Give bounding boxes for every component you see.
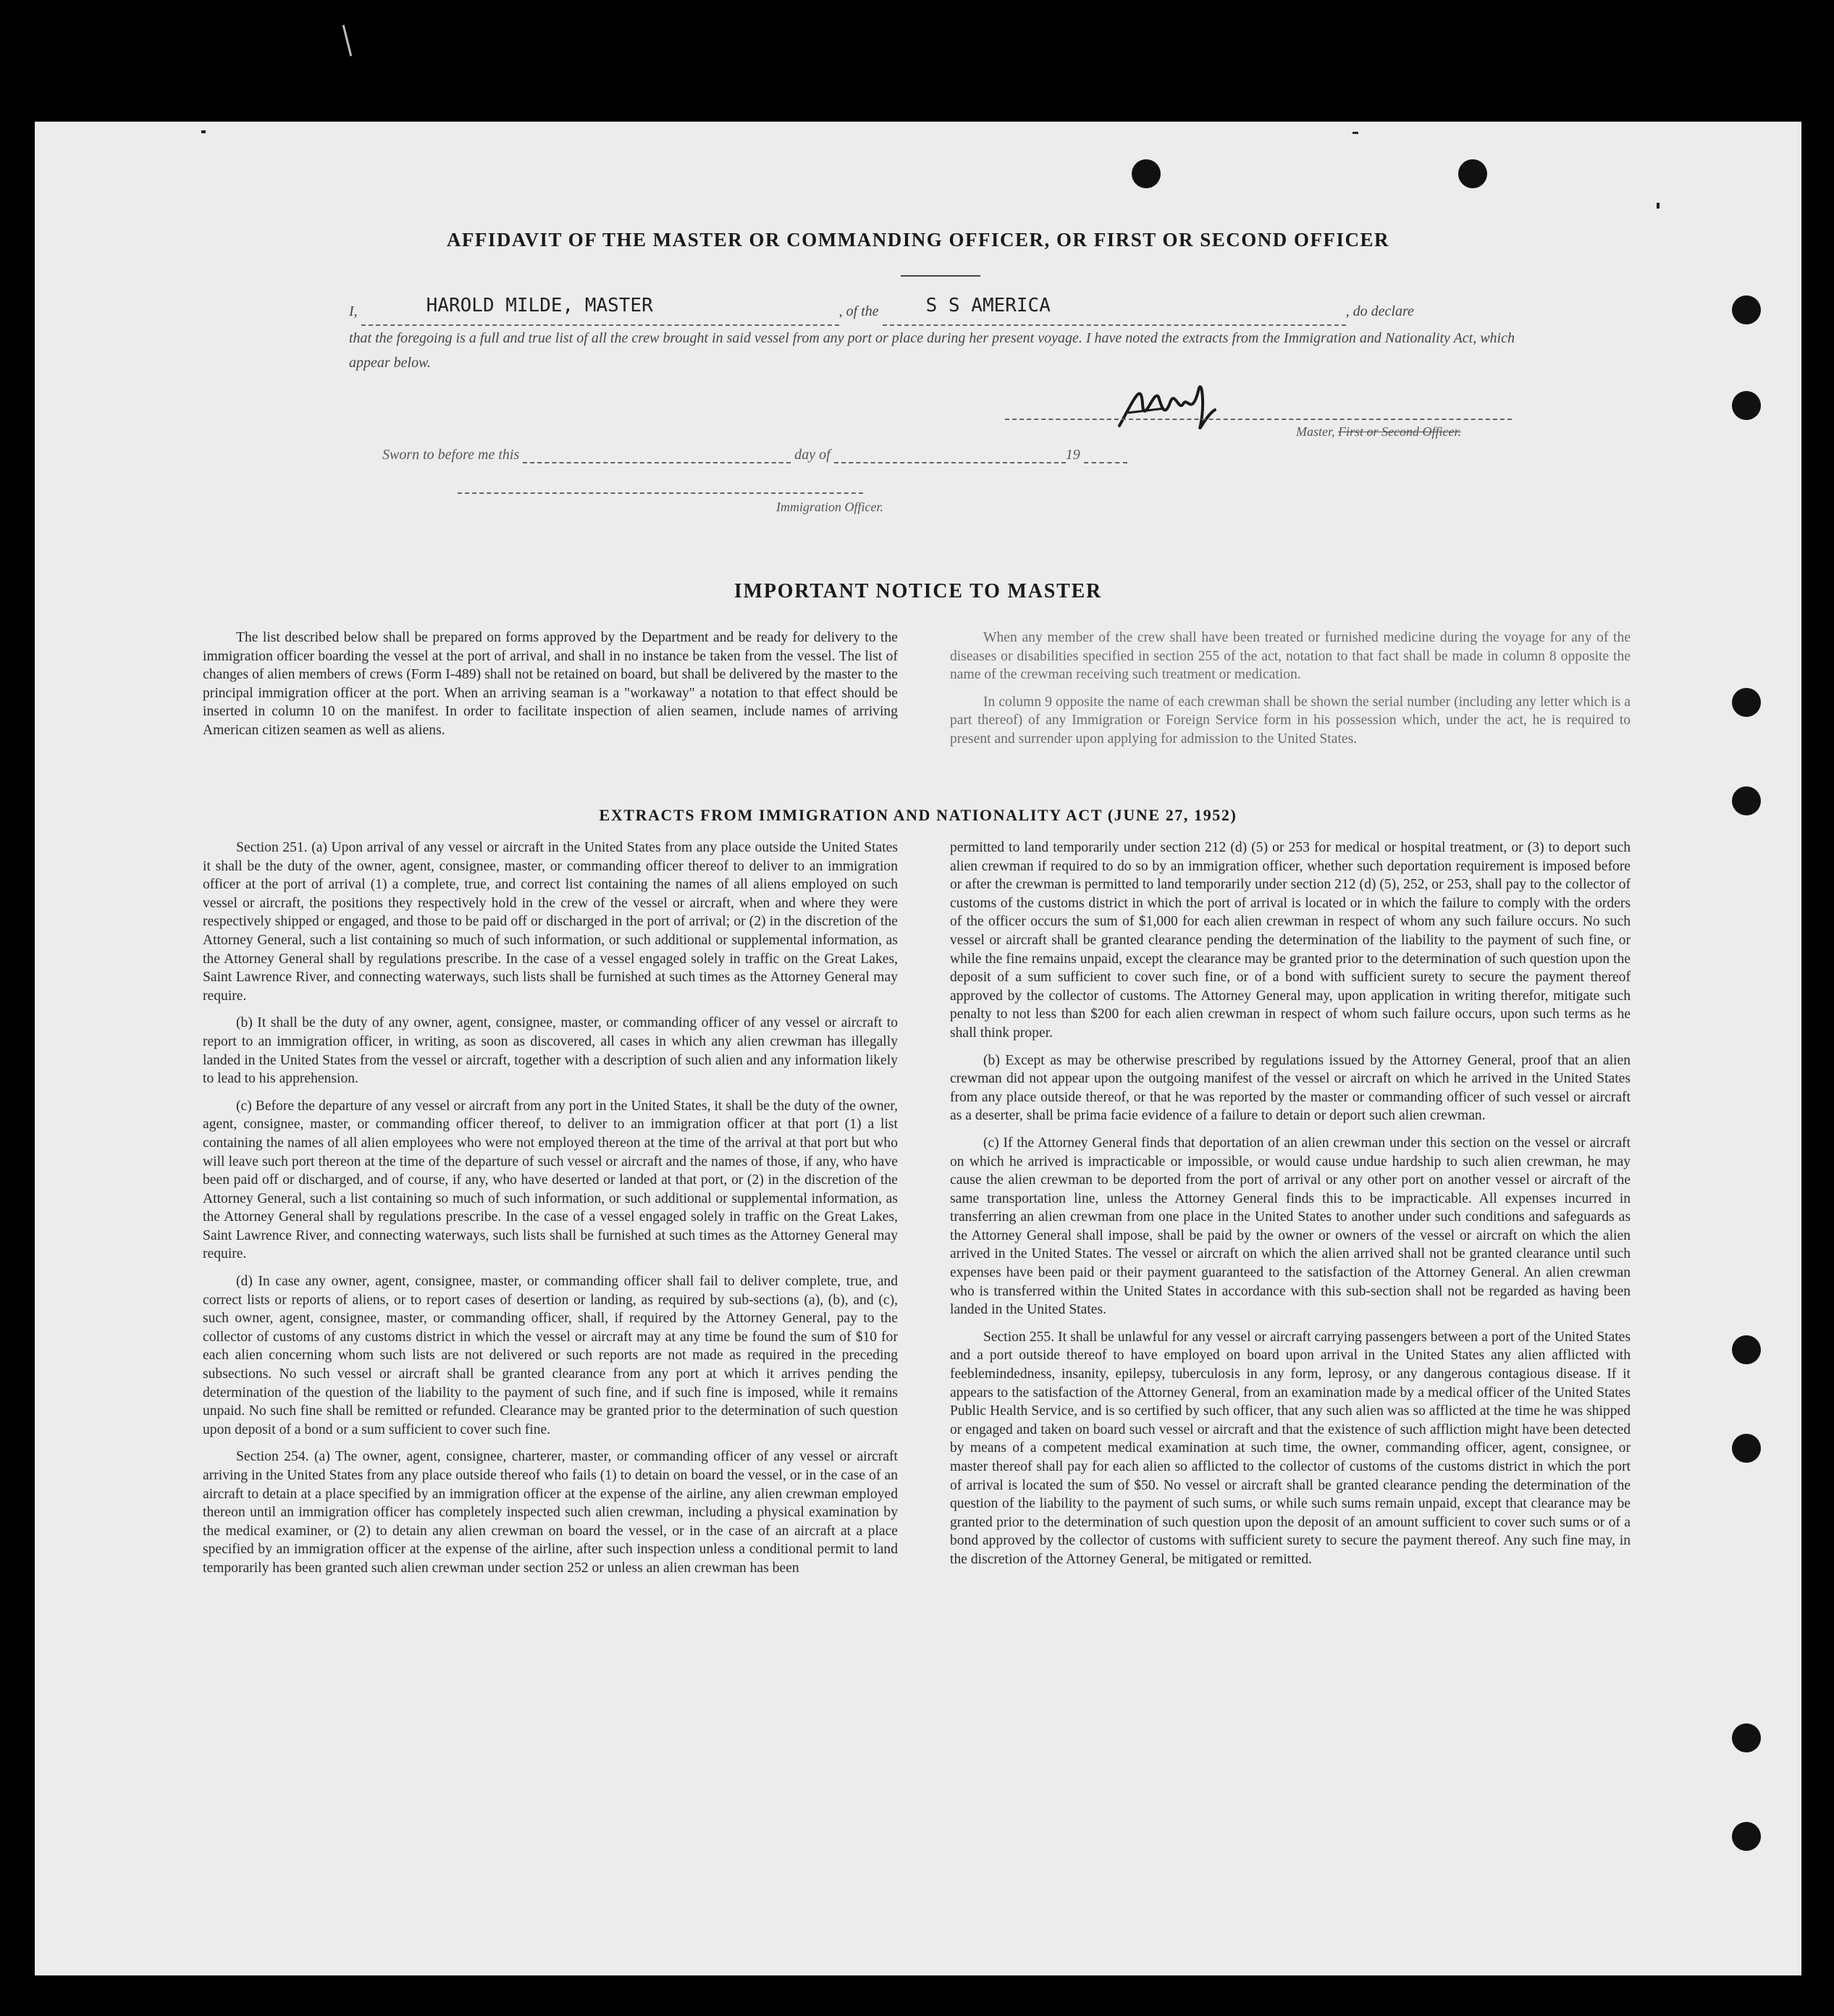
immigration-officer-line	[458, 492, 863, 494]
section-254a-cont: permitted to land temporarily under section 212 (d) (5) or 253 for medical or hospital treatment, or (3) to deport such alien crewman if required to do so by an immigration officer, whether such deportation requirement is imposed before or after the crewman is permitted to land temporarily under section 212 (d) (5), 252, or 253, shall pay to the collector of customs of the customs district in which the port of arrival is located or in which the failure to comply with the orders of the officer occurs the sum of $1,000 for each alien crewman in respect of whom any such failure occurs. No such vessel or aircraft shall be granted clearance pending the determination of the liability to the payment of such fine, or while the fine remains unpaid, except the clearance may be granted prior to the determination of such question upon the deposit of a sum sufficient to cover such fine, or of a bond with sufficient surety to secure the payment thereof approved by the collector of customs. The Attorney General may, upon application in writing therefor, mitigate such penalty to not less than $200 for each alien crewman in respect of whom such failure occurs, upon such terms as he shall think proper.	[950, 840, 1631, 1041]
punch-hole	[1732, 1434, 1761, 1463]
name-field[interactable]	[361, 295, 839, 326]
punch-hole	[1132, 159, 1161, 188]
section-254b: (b) Except as may be otherwise prescribed by regulations issued by the Attorney General, proof that an alien crewman did not appear upon the outgoing manifest of the vessel or aircraft on which he arrived in the United States from any place outside thereof, or that he was reported by the master or commanding officer of such vessel or aircraft as a deserter, shall be prima facie evidence of a failure to detain or deport such alien crewman.	[950, 1052, 1631, 1124]
notice-paragraph: When any member of the crew shall have been treated or furnished medicine during the voyage for any of the diseases or disabilities specified in section 255 of the act, notation to that fact shall be made in column 8 opposite the name of the crewman receiving such treatment or medication.	[950, 630, 1631, 683]
vessel-value: S S AMERICA	[925, 295, 1051, 316]
notice-title: IMPORTANT NOTICE TO MASTER	[733, 580, 1103, 602]
vessel-field[interactable]	[883, 295, 1346, 326]
notice-right-column	[950, 629, 1631, 757]
punch-hole	[1732, 1335, 1761, 1364]
affidavit-title: AFFIDAVIT OF THE MASTER OR COMMANDING OFFICER, OR FIRST OR SECOND OFFICER	[446, 229, 1390, 251]
extracts-right-column	[950, 839, 1631, 1578]
extracts-left-column	[203, 839, 898, 1587]
punch-hole	[1732, 688, 1761, 717]
scan-speck	[1353, 132, 1358, 134]
declaration-text: that the foregoing is a full and true list of all the crew brought in said vessel from any port or place during her present voyage. I have noted the extracts from the Immigration and Nationality Act, which appear below.	[349, 330, 1515, 371]
of-the-label: , of the	[838, 303, 879, 319]
immigration-officer-caption: Immigration Officer.	[776, 500, 883, 514]
signature-line	[1005, 419, 1512, 420]
scan-speck	[201, 130, 206, 133]
year-label: 19	[1065, 447, 1080, 463]
sworn-year-field[interactable]	[1084, 440, 1127, 463]
section-251a: Section 251. (a) Upon arrival of any vessel or aircraft in the United States from any place outside the United States it shall be the duty of the owner, agent, consignee, master, or commanding officer thereof to deliver to an immigration officer at the port of arrival (1) a complete, true, and correct list containing the names of all aliens employed on such vessel or aircraft, the positions they respectively hold in the crew of the vessel or aircraft, when and where they were respectively shipped or engaged, and those to be paid off or discharged in the port of arrival; or (2) in the discretion of the Attorney General, such a list containing so much of such information, or such additional or supplemental information, as the Attorney General shall by regulations prescribe. In the case of a vessel engaged solely in traffic on the Great Lakes, Saint Lawrence River, and connecting waterways, such lists shall be furnished at such times as the Attorney General may require.	[203, 840, 898, 1004]
scan-speck	[1657, 203, 1660, 209]
section-254a: Section 254. (a) The owner, agent, consignee, charterer, master, or commanding officer of any vessel or aircraft arriving in the United States from any place outside thereof who fails (1) to detain on board the vessel, or in the case of an aircraft to detain at a place specified by an immigration officer at the expense of the airline, any alien crewman employed thereon until an immigration officer has completely inspected such alien crewman, including a physical examination by the medical examiner, or (2) to detain any alien crewman on board the vessel, or in the case of an aircraft at a place specified by an immigration officer at the expense of the airline, after such inspection unless a conditional permit to land temporarily has been granted such alien crewman under section 252 or unless an alien crewman has been	[203, 1449, 898, 1576]
title-divider	[901, 275, 980, 277]
day-label: day of	[794, 447, 830, 463]
section-255: Section 255. It shall be unlawful for any vessel or aircraft carrying passengers between a port of the United States and a port outside thereof to have employed on board upon arrival in the United States any alien afflicted with feeblemindedness, insanity, epilepsy, tuberculosis in any form, leprosy, or any dangerous contagious disease. If it appears to the satisfaction of the Attorney General, from an examination made by a medical officer of the United States Public Health Service, and is so certified by such officer, that any such alien was so afflicted at the time he was shipped or engaged and taken on board such vessel or aircraft and that the existence of such affliction might have been detected by means of a competent medical examination at such time, the owner, commanding officer, agent, consignee, or master thereof shall pay for each alien so afflicted to the collector of customs of the customs district in which the port of arrival is located the sum of $50. No vessel or aircraft shall be granted clearance pending the determination of the question of the liability to the payment of such sums, or while such sums remain unpaid, except that clearance may be granted prior to the determination of such question upon the deposit of an amount sufficient to cover such sums or of a bond approved by the collector of customs with sufficient surety to secure the payment thereof. Any such fine may, in the discretion of the Attorney General, be mitigated or remitted.	[950, 1329, 1631, 1567]
declaration-block	[349, 297, 1522, 375]
name-value: HAROLD MILDE, MASTER	[426, 295, 653, 316]
signature-caption	[1296, 424, 1461, 440]
do-declare-label: , do declare	[1345, 303, 1414, 319]
punch-hole	[1732, 295, 1761, 324]
scan-speck	[342, 25, 353, 56]
extracts-title: EXTRACTS FROM IMMIGRATION AND NATIONALITY ACT (JUNE 27, 1952)	[599, 806, 1237, 824]
section-251d: (d) In case any owner, agent, consignee, master, or commanding officer shall fail to deliver complete, true, and correct lists or reports of aliens, or to report cases of desertion or landing, as required by sub-sections (a), (b), and (c), such owner, agent, consignee, master, or commanding officer, shall, if required by the Attorney General, pay to the collector of customs of any customs district in which the vessel or aircraft may at any time be found the sum of $10 for each alien concerning whom such lists are not delivered or such reports are not made as required in the preceding subsections. No such vessel or aircraft shall be granted clearance from any port at which it arrives pending the determination of the question of the liability to the payment of such fine, and if such fine is imposed, while it remains unpaid. No such fine shall be remitted or refunded. Clearance may be granted prior to the determination of such question upon deposit of a bond or a sum sufficient to cover such fine.	[203, 1274, 898, 1437]
sworn-month-field[interactable]	[834, 440, 1066, 463]
section-254c: (c) If the Attorney General finds that deportation of an alien crewman under this section on the vessel or aircraft on which he arrived is impracticable or impossible, or would cause undue hardship to such alien crewman, he may cause the alien crewman to be deported from the port of arrival or any other port on another vessel or aircraft of the same transportation line, unless the Attorney General finds this to be impracticable. All expenses incurred in transferring an alien crewman from one place in the United States to another under such conditions and safeguards as the Attorney General shall impose, shall be paid by the owner or owners of the vessel or aircraft on which the alien arrived in the United States. The vessel or aircraft on which the alien arrived shall not be granted clearance until such expenses have been paid or their payment guaranteed to the satisfaction of the Attorney General. An alien crewman who is transferred within the United States in accordance with this sub-section shall not be regarded as having been landed in the United States.	[950, 1135, 1631, 1318]
section-251c: (c) Before the departure of any vessel or aircraft from any port in the United States, it shall be the duty of the owner, agent, consignee, master, or commanding officer thereof, to deliver to an immigration officer at that port (1) a list containing the names of all alien employees who were not employed thereon at the time of the arrival at that port but who will leave such port thereon at the time of the departure of such vessel or aircraft and the names of those, if any, who have been paid off or discharged, and of course, if any, who have deserted or landed at that port, or (2) in the discretion of the Attorney General, such a list containing so much of such information, or such additional or supplemental information, as the Attorney General shall by regulations prescribe. In the case of a vessel engaged solely in traffic on the Great Lakes, Saint Lawrence River, and connecting waterways, such lists shall be furnished at such times as the Attorney General may require.	[203, 1098, 898, 1262]
master-caption: Master,	[1296, 424, 1338, 439]
notice-left-column	[203, 629, 898, 749]
i-label: I,	[349, 303, 358, 319]
sworn-day-field[interactable]	[523, 440, 791, 463]
punch-hole	[1458, 159, 1487, 188]
struck-officer-caption: First or Second Officer.	[1338, 424, 1461, 439]
notice-paragraph: In column 9 opposite the name of each crewman shall be shown the serial number (including any letter which is a part thereof) of any Immigration or Foreign Service form in his possession which, under the act, he is required to present and surrender upon applying for admission to the United States.	[950, 694, 1631, 747]
punch-hole	[1732, 1822, 1761, 1851]
signature-mark	[1114, 375, 1222, 437]
punch-hole	[1732, 391, 1761, 420]
document-page	[35, 122, 1801, 1975]
punch-hole	[1732, 1723, 1761, 1752]
sworn-label: Sworn to before me this	[382, 447, 520, 463]
section-251b: (b) It shall be the duty of any owner, agent, consignee, master, or commanding officer of any vessel or aircraft to report to an immigration officer, in writing, as soon as discovered, all cases in which any alien crewman has illegally landed in the United States from the vessel or aircraft, together with a description of such alien and any information likely to lead to his apprehension.	[203, 1015, 898, 1087]
notice-paragraph: The list described below shall be prepared on forms approved by the Department and be ready for delivery to the immigration officer boarding the vessel at the port of arrival, and shall in no instance be taken from the vessel. The list of changes of alien members of crews (Form I-489) shall not be retained on board, but shall be delivered by the master to the principal immigration officer at the port. When an arriving seaman is a "workaway" a notation to that effect should be inserted in column 10 on the manifest. In order to facilitate inspection of alien seamen, include names of arriving American citizen seamen as well as aliens.	[203, 630, 898, 738]
sworn-line	[382, 440, 1127, 463]
